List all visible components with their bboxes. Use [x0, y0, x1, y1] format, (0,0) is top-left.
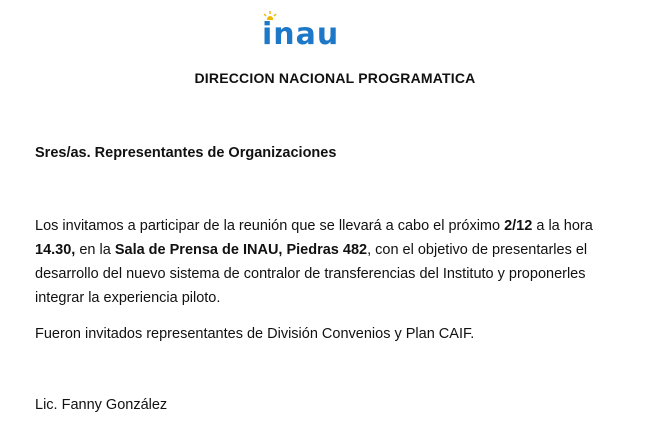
paragraph-text: en la — [75, 242, 115, 258]
logo-wordmark: inau — [262, 17, 340, 52]
paragraph-text: Los invitamos a participar de la reunión que se llevará a cabo el próximo — [35, 218, 505, 234]
meeting-date: 2/12 — [504, 218, 533, 234]
document-heading: DIRECCION NACIONAL PROGRAMATICA — [194, 70, 476, 86]
signature: Lic. Fanny González — [35, 397, 168, 413]
paragraph-text: , con el objetivo de presentarles el desarrollo del nuevo sistema de contralor de transferencias del Instituto y proponerles integrar la experiencia piloto. — [35, 242, 588, 306]
invitees-paragraph: Fueron invitados representantes de División Convenios y Plan CAIF. — [35, 326, 475, 342]
meeting-time: 14.30, — [35, 242, 76, 258]
meeting-place: Sala de Prensa de INAU, Piedras 482 — [114, 242, 368, 258]
salutation: Sres/as. Representantes de Organizaciones — [35, 145, 337, 161]
invitation-paragraph — [35, 214, 635, 310]
paragraph-text: a la hora — [532, 218, 593, 234]
inau-logo — [262, 8, 358, 52]
